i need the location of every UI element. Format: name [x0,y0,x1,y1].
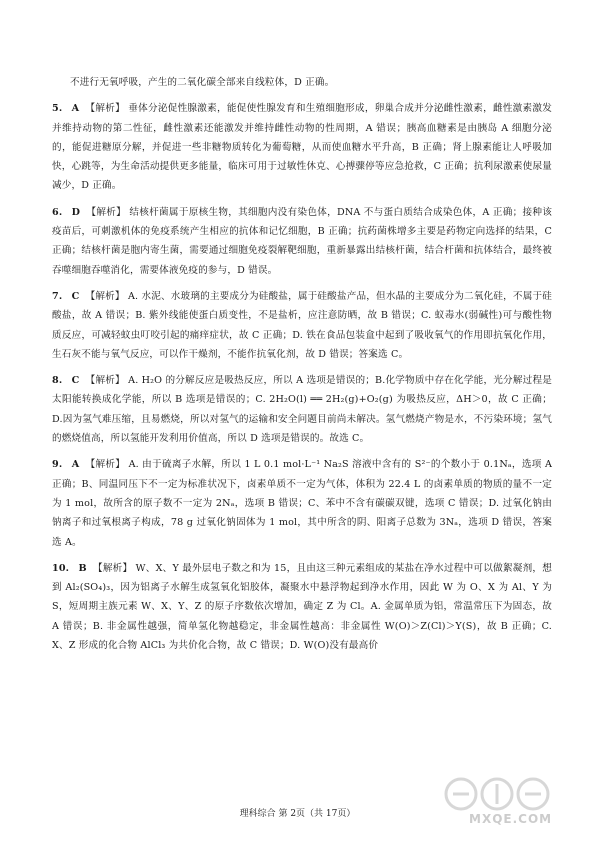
continued-paragraph [52,73,552,92]
item-number: 8. [52,375,63,387]
analysis-tag: 【解析】 [93,562,133,574]
item-text: A. 水泥、水玻璃的主要成分为硅酸盐，属于硅酸盐产品，但水晶的主要成分为二氧化硅，不属于硅酸盐，故 A 错误；B. 紫外线能使蛋白质变性，不是盐析，应注意防晒，故 B 错误；C. 蚁毒水(弱碱性)可与酸性物质反应，可减轻蚊虫叮咬引起的痛痒症状，故 C 正确；D. 铁在食品包装盒中起到了吸收氧气的作用即抗氧化作用，生石灰不能与氧气反应，可以作干燥剂，不能作抗氧化剂，故 D 错误；答案选 C。 [52,290,552,360]
item-number: 6. [52,206,63,218]
explanation-item-9 [52,455,552,551]
analysis-tag: 【解析】 [85,375,125,387]
item-answer: A [71,459,80,471]
watermark-logo [439,774,579,834]
item-answer: C [71,290,80,302]
item-number: 10. [52,562,70,574]
item-text: 结核杆菌属于原核生物，其细胞内没有染色体，DNA 不与蛋白质结合成染色体，A 正确；接种该疫苗后，可刺激机体的免疫系统产生相应的抗体和记忆细胞，B 正确；抗药菌株增多主要是药物定向选择的结果，C 正确；结核杆菌是胞内寄生菌，需要通过细胞免疫裂解靶细胞，重新暴露出结核杆菌，结合杆菌和抗体结合，最终被吞噬细胞吞噬消化，需要体液免疫的参与，D 错误。 [52,206,552,276]
analysis-tag: 【解析】 [86,206,127,218]
item-number: 9. [52,459,63,471]
analysis-tag: 【解析】 [85,290,125,302]
item-text: A. H₂O 的分解反应是吸热反应，所以 A 选项是错误的；B.化学物质中存在化学能，光分解过程是太阳能转换成化学能，所以 B 选项是错误的；C. 2H₂O(l) ══ 2H₂(g)+O₂(g) 为吸热反应，ΔH＞0，故 C 正确；D.因为氢气难压缩，且易燃烧，所以对氢气的运输和安全问题目前尚未解决。氢气燃烧产物是水，不污染环境；氢气的燃烧值高，所以氢能开发利用价值高，所以 D 选项是错误的。故选 C。 [52,375,552,445]
item-answer: B [78,562,87,574]
answer-explanations [52,73,552,655]
explanation-item-7 [52,287,552,364]
explanation-item-8 [52,371,552,448]
item-number: 5. [52,103,63,115]
item-text: 垂体分泌促性腺激素，能促使性腺发育和生殖细胞形成，卵巢合成并分泌雌性激素，雌性激素激发并维持动物的第二性征，雌性激素还能激发并维持雌性动物的性周期，A 错误；胰高血糖素是由胰岛 A 细胞分泌的，能促进糖原分解，并促进一些非糖物质转化为葡萄糖，从而使血糖水平升高，B 正确；肾上腺素能让人呼吸加快，心跳等，为生命活动提供更多能量，临床可用于过敏性休克、心搏骤停等应急抢救，C 正确；抗利尿激素使尿量减少，D 正确。 [52,103,552,192]
item-number: 7. [52,290,63,302]
paragraph-text: 不进行无氧呼吸，产生的二氧化碳全部来自线粒体，D 正确。 [70,77,335,88]
item-text: W、X、Y 最外层电子数之和为 15，且由这三种元素组成的某盐在净水过程中可以做絮凝剂，想到 Al₂(SO₄)₃，因为铝离子水解生成氢氧化铝胶体，凝聚水中悬浮物起到净水作用，因此 W 为 O、X 为 Al、Y 为 S，短周期主族元素 W、X、Y、Z 的原子序数依次增加，确定 Z 为 Cl。A. 金属单质为铝，常温常压下为固态，故 A 错误；B. 非金属性越强，简单氢化物越稳定，非金属性越高：非金属性 W(O)＞Z(Cl)＞Y(S)，故 B 正确；C. X、Z 形成的化合物 AlCl₃ 为共价化合物，故 C 错误；D. W(O)没有最高价 [52,562,552,652]
explanation-item-6 [52,203,552,280]
item-answer: C [71,375,80,387]
explanation-item-10 [52,559,552,655]
item-text: A. 由于硫离子水解，所以 1 L 0.1 mol·L⁻¹ Na₂S 溶液中含有的 S²⁻的个数小于 0.1Nₐ，选项 A 正确；B、同温同压下不一定为标准状况下，卤素单质不一定为气体，体积为 22.4 L 的卤素单质的物质的量不一定为 1 mol，故所含的原子数不一定为 2Nₐ，选项 B 错误；C、苯中不含有碳碳双键，选项 C 错误；D. 过氧化钠由钠离子和过氧根离子构成，78 g 过氧化钠固体为 1 mol，其中所含的阴、阳离子总数为 3Nₐ，选项 D 错误，答案选 A。 [52,459,553,548]
explanation-item-5 [52,99,552,195]
analysis-tag: 【解析】 [85,103,125,115]
analysis-tag: 【解析】 [85,459,126,471]
item-answer: A [71,103,80,115]
watermark-text: MXQE.COM [469,812,553,826]
page-footer: 理科综合 第 2页（共 17页） [239,809,356,819]
item-answer: D [71,206,81,218]
